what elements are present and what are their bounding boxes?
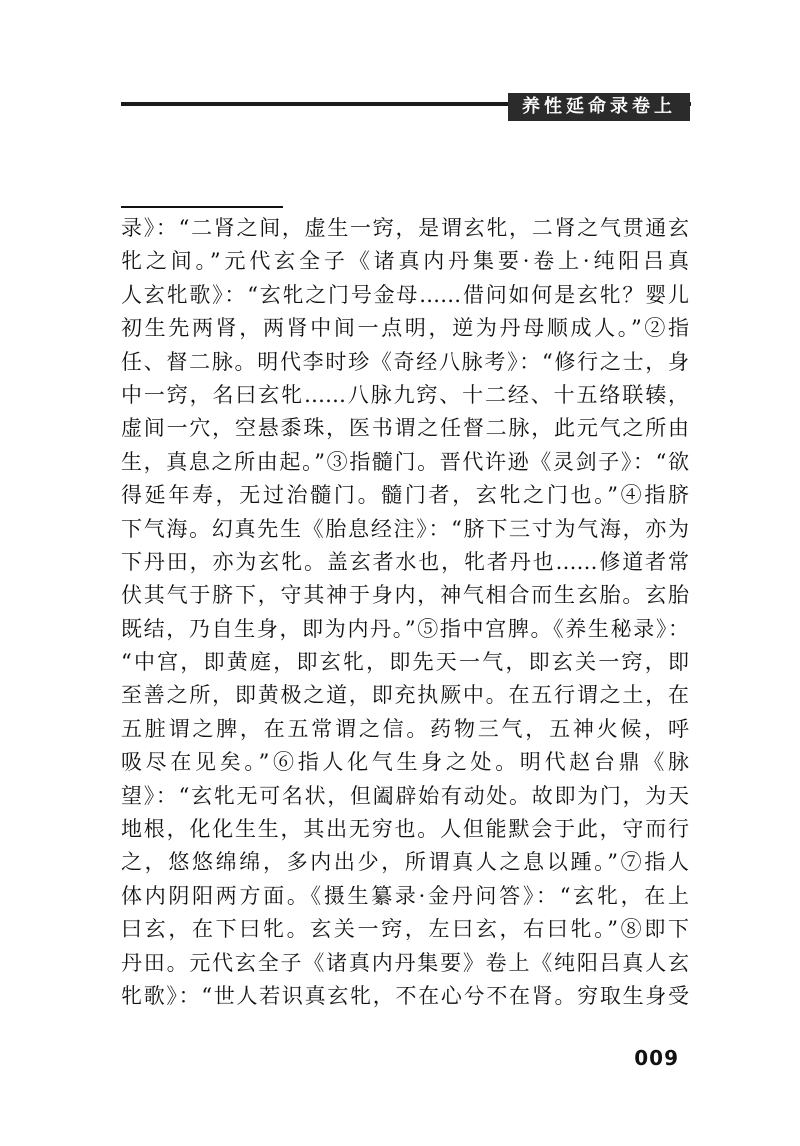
text-line: 曰玄，在下曰牝。玄关一窍，左曰玄，右曰牝。”⑧即下 — [121, 917, 689, 942]
text-line: 得延年寿，无过治髓门。髓门者，玄牝之门也。”④指脐 — [121, 483, 689, 508]
text-line: 牝歌》：“世人若识真玄牝，不在心兮不在肾。穷取生身受 — [121, 983, 689, 1008]
text-line: 下气海。幻真先生《胎息经注》：“脐下三寸为气海，亦为 — [121, 516, 689, 541]
footnote-divider — [121, 206, 283, 208]
text-line: 五脏谓之脾，在五常谓之信。药物三气，五神火候，呼 — [121, 716, 689, 741]
text-line: “中宫，即黄庭，即玄牝，即先天一气，即玄关一窍，即 — [121, 650, 689, 675]
text-line: 人玄牝歌》：“玄牝之门号金母……借问如何是玄牝？婴儿 — [121, 282, 689, 307]
text-line: 之，悠悠绵绵，多内出少，所谓真人之息以踵。”⑦指人 — [121, 850, 689, 875]
text-line: 丹田。元代玄全子《诸真内丹集要》卷上《纯阳吕真人玄 — [121, 950, 689, 975]
text-line: 伏其气于脐下，守其神于身内，神气相合而生玄胎。玄胎 — [121, 583, 689, 608]
footnote-text — [121, 212, 689, 1013]
text-line: 初生先两肾，两肾中间一点明，逆为丹母顺成人。”②指 — [121, 316, 689, 341]
page-number: 009 — [634, 1046, 679, 1070]
text-line: 至善之所，即黄极之道，即充执厥中。在五行谓之土，在 — [121, 683, 689, 708]
text-line: 下丹田，亦为玄牝。盖玄者水也，牝者丹也……修道者常 — [121, 549, 689, 574]
text-line: 中一窍，名曰玄牝……八脉九窍、十二经、十五络联辏， — [121, 382, 689, 407]
text-line: 录》：“二肾之间，虚生一窍，是谓玄牝，二肾之气贯通玄 — [121, 216, 689, 240]
text-line: 虚间一穴，空悬黍珠，医书谓之任督二脉，此元气之所由 — [121, 416, 689, 441]
text-line: 牝之间。”元代玄全子《诸真内丹集要·卷上·纯阳吕真 — [121, 249, 689, 274]
text-line: 吸尽在见矣。”⑥指人化气生身之处。明代赵台鼎《脉 — [121, 750, 689, 775]
text-line: 生，真息之所由起。”③指髓门。晋代许逊《灵剑子》：“欲 — [121, 449, 689, 474]
text-line: 既结，乃自生身，即为内丹。”⑤指中宫脾。《养生秘录》： — [121, 616, 689, 641]
text-line: 地根，化化生生，其出无穷也。人但能默会于此，守而行 — [121, 817, 689, 842]
text-line: 体内阴阳两方面。《摄生纂录·金丹问答》：“玄牝，在上 — [121, 883, 689, 908]
running-title: 养性延命录卷上 — [508, 93, 690, 121]
text-line: 任、督二脉。明代李时珍《奇经八脉考》：“修行之士，身 — [121, 349, 689, 374]
text-line: 望》：“玄牝无可名状，但阖辟始有动处。故即为门，为天 — [121, 783, 689, 808]
